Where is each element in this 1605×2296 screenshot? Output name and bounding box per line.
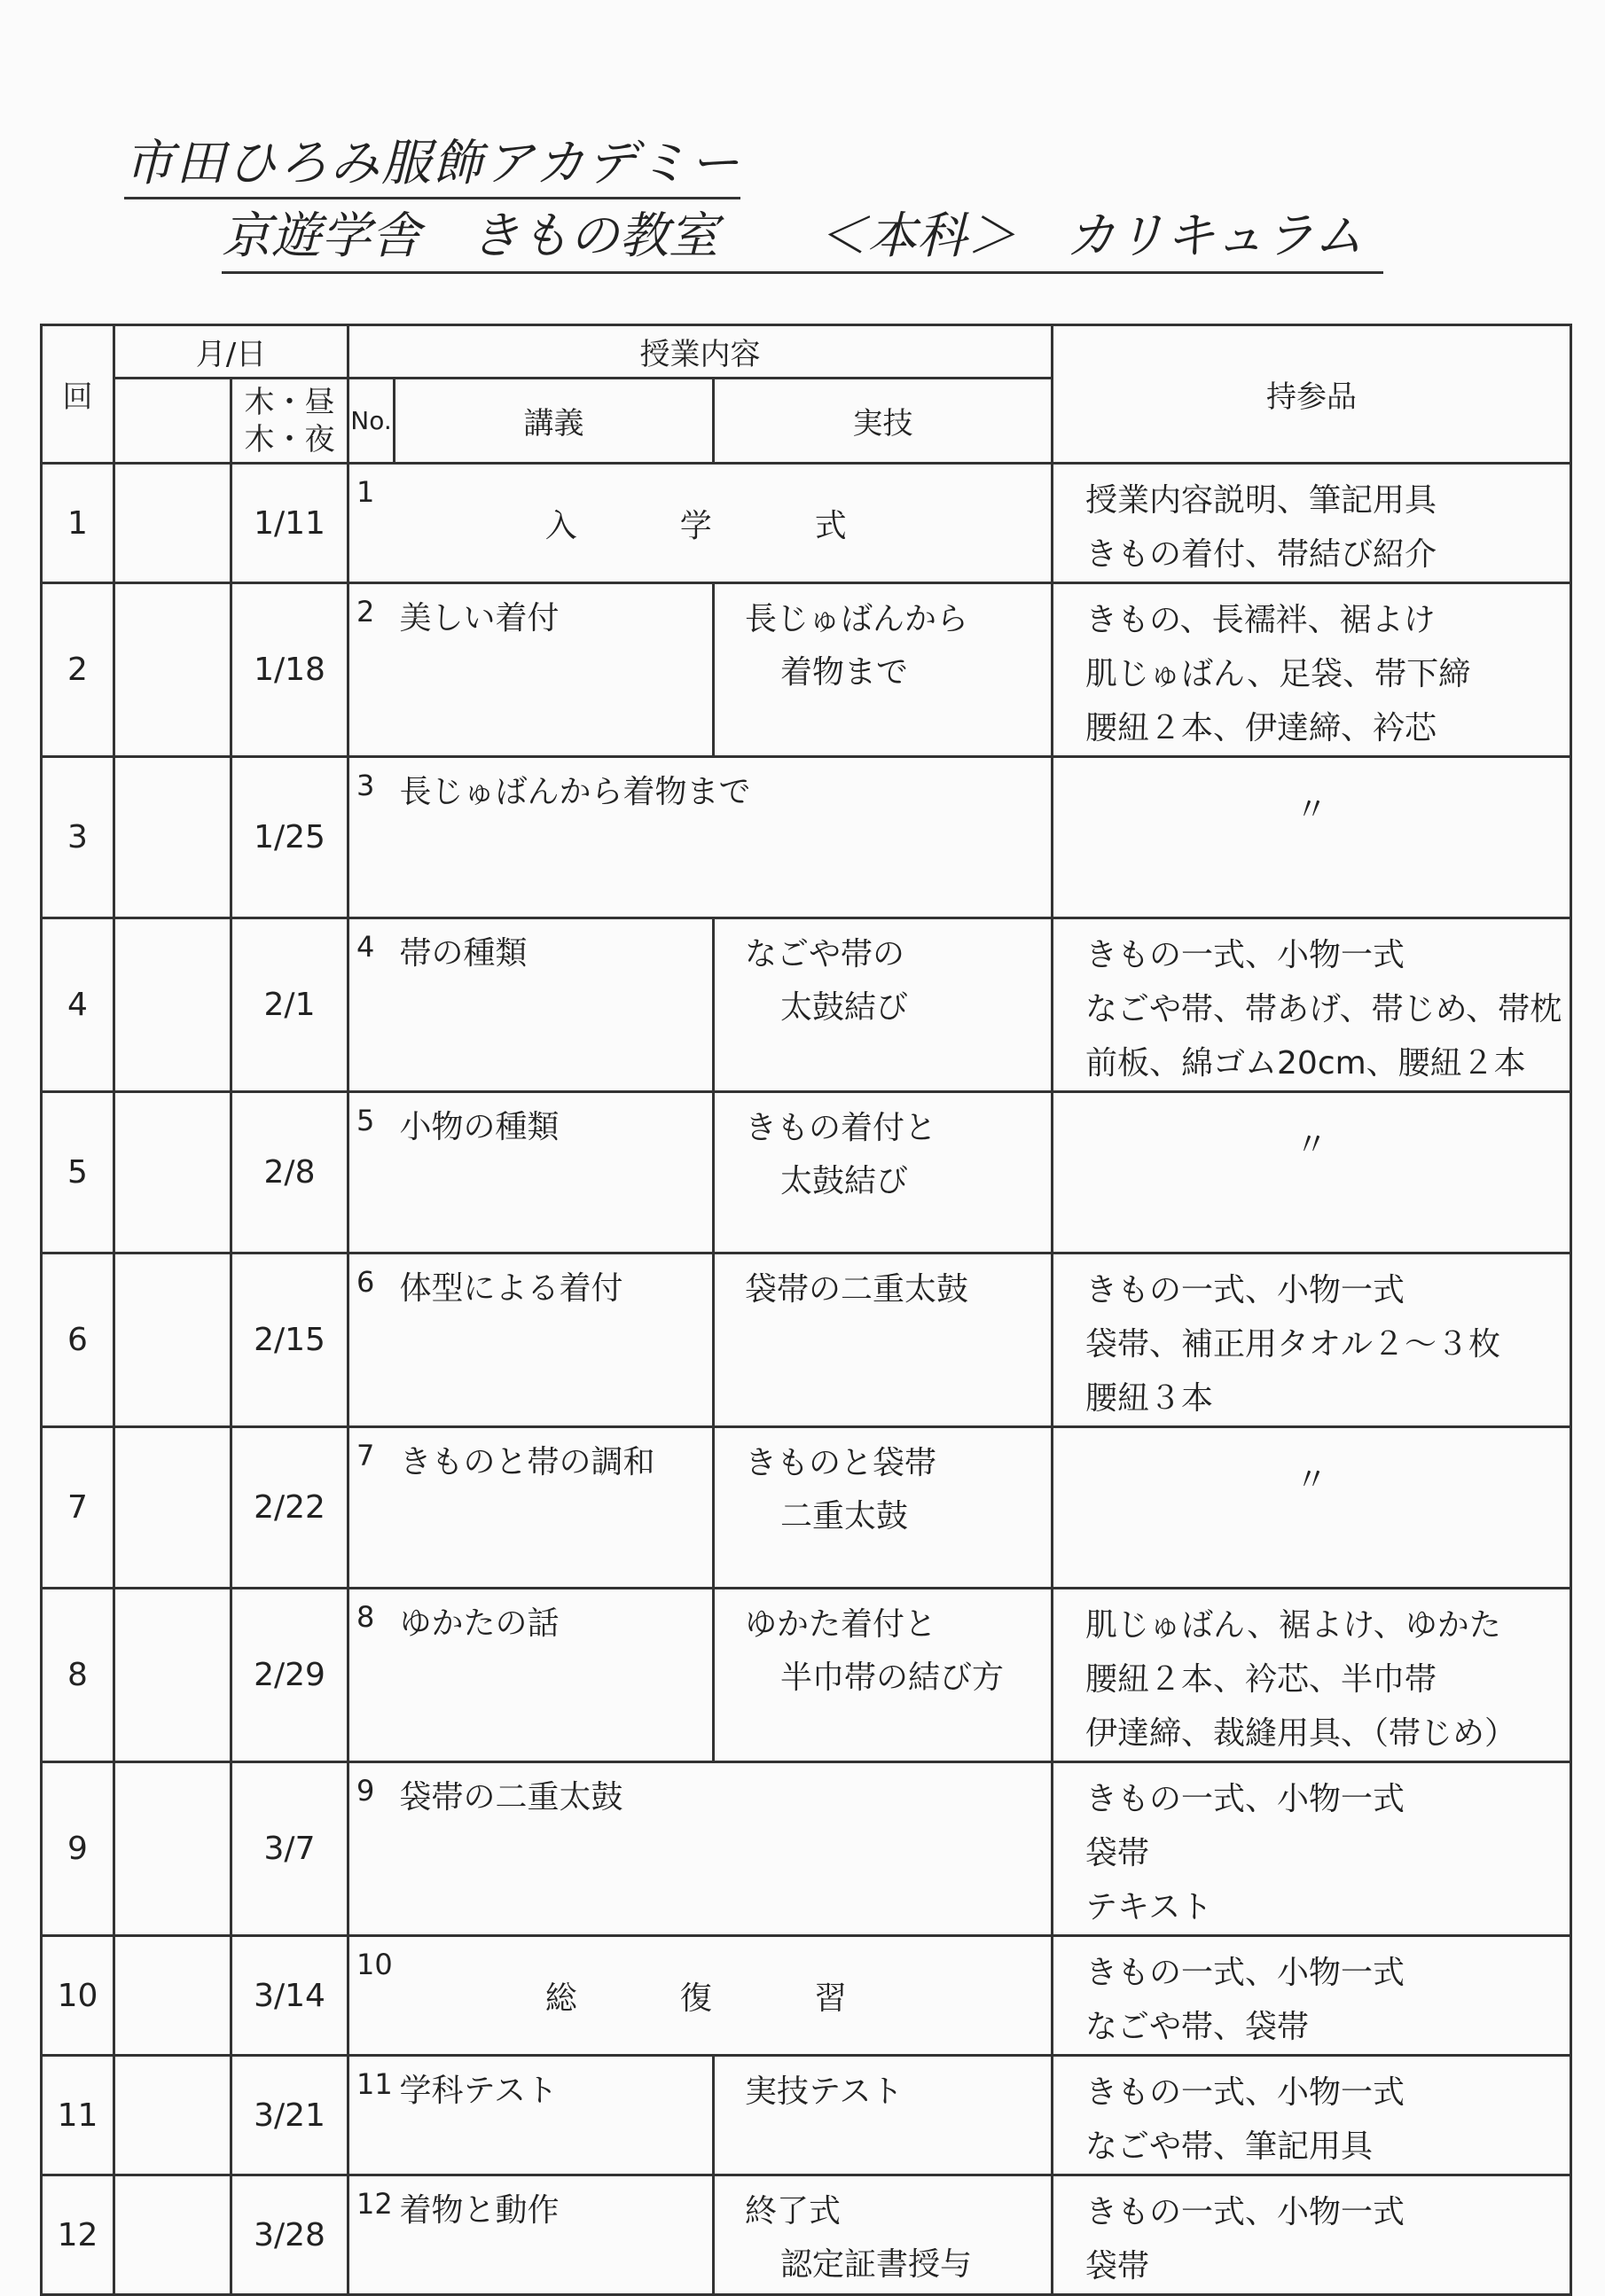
header-bring: 持参品 <box>1053 325 1571 464</box>
practice-line: 袋帯の二重太鼓 <box>745 1271 969 1308</box>
practice-line: きもの着付と <box>745 1110 937 1146</box>
bring-line: 前板、綿ゴム20cm、腰紐２本 <box>1085 1045 1526 1082</box>
row-merged-content: 袋帯の二重太鼓 <box>395 1762 1053 1936</box>
row-blank <box>114 1762 231 1936</box>
table-row <box>42 464 1571 583</box>
bring-line: 袋帯 <box>1085 2248 1150 2284</box>
row-bring <box>1053 2056 1571 2175</box>
row-practice <box>714 1427 1053 1589</box>
row-merged-content: 総 復 習 <box>395 1936 1053 2056</box>
row-no: 12 <box>348 2175 395 2295</box>
row-kai: 5 <box>42 1092 114 1253</box>
row-kai: 4 <box>42 918 114 1092</box>
row-blank <box>114 1936 231 2056</box>
table-row <box>42 1589 1571 1762</box>
bring-line: きもの一式、小物一式 <box>1085 937 1405 973</box>
row-kai: 1 <box>42 464 114 583</box>
practice-line: 太鼓結び <box>780 989 909 1026</box>
row-date: 1/11 <box>231 464 348 583</box>
table-row <box>42 583 1571 757</box>
bring-line: きもの着付、帯結び紹介 <box>1085 536 1437 573</box>
row-blank <box>114 1427 231 1589</box>
row-no: 6 <box>348 1253 395 1427</box>
row-practice <box>714 2175 1053 2295</box>
row-no: 10 <box>348 1936 395 2056</box>
row-bring: 〃 <box>1053 1092 1571 1253</box>
row-lecture: 美しい着付 <box>395 583 714 757</box>
bring-line: 肌じゅばん、裾よけ、ゆかた <box>1085 1607 1501 1644</box>
table-row <box>42 757 1571 918</box>
row-practice <box>714 1253 1053 1427</box>
row-blank <box>114 918 231 1092</box>
bring-line: なごや帯、筆記用具 <box>1085 2128 1374 2165</box>
bring-line: なごや帯、帯あげ、帯じめ、帯枕 <box>1085 991 1562 1027</box>
practice-line: 太鼓結び <box>780 1163 909 1199</box>
table-row <box>42 2056 1571 2175</box>
row-bring <box>1053 2175 1571 2295</box>
curriculum-body <box>42 464 1571 2295</box>
row-bring <box>1053 1253 1571 1427</box>
row-kai: 9 <box>42 1762 114 1936</box>
practice-line: ゆかた着付と <box>745 1606 937 1643</box>
row-bring <box>1053 1936 1571 2056</box>
header-kai: 回 <box>42 325 114 464</box>
row-blank <box>114 1092 231 1253</box>
row-date: 2/1 <box>231 918 348 1092</box>
row-date: 3/7 <box>231 1762 348 1936</box>
bring-line: 袋帯 <box>1085 1835 1150 1871</box>
row-kai: 2 <box>42 583 114 757</box>
row-bring <box>1053 464 1571 583</box>
row-practice <box>714 1092 1053 1253</box>
table-row <box>42 1936 1571 2056</box>
row-blank <box>114 464 231 583</box>
bring-line: きもの一式、小物一式 <box>1085 2074 1405 2111</box>
row-practice <box>714 2056 1053 2175</box>
practice-line: 半巾帯の結び方 <box>780 1660 1005 1696</box>
school-name: 市田ひろみ服飾アカデミー <box>124 124 740 199</box>
row-kai: 12 <box>42 2175 114 2295</box>
row-date: 3/21 <box>231 2056 348 2175</box>
row-date: 2/22 <box>231 1427 348 1589</box>
bring-line: きもの一式、小物一式 <box>1085 1781 1405 1817</box>
header-practice: 実技 <box>714 379 1053 464</box>
row-kai: 11 <box>42 2056 114 2175</box>
row-practice <box>714 583 1053 757</box>
row-blank <box>114 1589 231 1762</box>
row-lecture: 学科テスト <box>395 2056 714 2175</box>
row-blank <box>114 1253 231 1427</box>
row-lecture: 帯の種類 <box>395 918 714 1092</box>
table-row <box>42 2175 1571 2295</box>
header-month-day: 月/日 <box>114 325 348 379</box>
practice-line: きものと袋帯 <box>745 1445 937 1481</box>
header-night-label: 木・夜 <box>244 421 335 457</box>
row-kai: 3 <box>42 757 114 918</box>
row-merged-content: 長じゅばんから着物まで <box>395 757 1053 918</box>
bring-line: きもの、長襦袢、裾よけ <box>1085 602 1436 638</box>
row-blank <box>114 2175 231 2295</box>
row-date: 1/25 <box>231 757 348 918</box>
row-blank <box>114 2056 231 2175</box>
table-row <box>42 918 1571 1092</box>
row-lecture: 体型による着付 <box>395 1253 714 1427</box>
row-lecture: ゆかたの話 <box>395 1589 714 1762</box>
row-bring: 〃 <box>1053 757 1571 918</box>
row-no: 3 <box>348 757 395 918</box>
row-blank <box>114 583 231 757</box>
row-no: 11 <box>348 2056 395 2175</box>
header-lesson-content: 授業内容 <box>348 325 1053 379</box>
row-date: 1/18 <box>231 583 348 757</box>
table-row <box>42 1253 1571 1427</box>
row-merged-content: 入 学 式 <box>395 464 1053 583</box>
bring-line: 腰紐３本 <box>1085 1380 1214 1417</box>
row-kai: 6 <box>42 1253 114 1427</box>
row-date: 3/28 <box>231 2175 348 2295</box>
row-no: 4 <box>348 918 395 1092</box>
row-bring: 〃 <box>1053 1427 1571 1589</box>
practice-line: 長じゅばんから <box>745 601 969 637</box>
table-row <box>42 1427 1571 1589</box>
curriculum-title: 京遊学舎 きもの教室 ＜本科＞ カリキュラム <box>222 197 1383 274</box>
practice-line: 認定証書授与 <box>780 2246 973 2283</box>
row-date: 3/14 <box>231 1936 348 2056</box>
table-row <box>42 1762 1571 1936</box>
bring-line: 肌じゅばん、足袋、帯下締 <box>1085 656 1471 692</box>
practice-line: 終了式 <box>745 2193 842 2230</box>
row-no: 5 <box>348 1092 395 1253</box>
row-kai: 10 <box>42 1936 114 2056</box>
row-bring <box>1053 918 1571 1092</box>
bring-line: なごや帯、袋帯 <box>1085 2009 1310 2045</box>
row-date: 2/15 <box>231 1253 348 1427</box>
table-row <box>42 1092 1571 1253</box>
bring-line: 伊達締、裁縫用具、（帯じめ） <box>1085 1715 1517 1752</box>
bring-line: テキスト <box>1085 1889 1213 1925</box>
row-bring <box>1053 1762 1571 1936</box>
row-bring <box>1053 583 1571 757</box>
row-blank <box>114 757 231 918</box>
curriculum-table <box>40 324 1572 2296</box>
row-date: 2/8 <box>231 1092 348 1253</box>
row-no: 1 <box>348 464 395 583</box>
row-lecture: きものと帯の調和 <box>395 1427 714 1589</box>
practice-line: なごや帯の <box>745 936 905 972</box>
header-blank <box>114 379 231 464</box>
practice-line: 実技テスト <box>745 2073 904 2110</box>
row-practice <box>714 918 1053 1092</box>
practice-line: 着物まで <box>780 654 909 691</box>
row-kai: 7 <box>42 1427 114 1589</box>
row-lecture: 着物と動作 <box>395 2175 714 2295</box>
header-day-label: 木・昼 <box>244 384 335 420</box>
row-date: 2/29 <box>231 1589 348 1762</box>
bring-line: 腰紐２本、伊達締、衿芯 <box>1085 710 1437 746</box>
bring-line: 腰紐２本、衿芯、半巾帯 <box>1085 1661 1437 1698</box>
row-no: 7 <box>348 1427 395 1589</box>
header-schedule <box>231 379 348 464</box>
bring-line: きもの一式、小物一式 <box>1085 1272 1405 1308</box>
row-lecture: 小物の種類 <box>395 1092 714 1253</box>
bring-line: きもの一式、小物一式 <box>1085 1955 1405 1991</box>
row-no: 2 <box>348 583 395 757</box>
practice-line: 二重太鼓 <box>780 1498 909 1535</box>
header-no: No. <box>348 379 395 464</box>
header-lecture: 講義 <box>395 379 714 464</box>
row-kai: 8 <box>42 1589 114 1762</box>
bring-line: きもの一式、小物一式 <box>1085 2194 1405 2230</box>
row-bring <box>1053 1589 1571 1762</box>
bring-line: 袋帯、補正用タオル２～３枚 <box>1085 1326 1501 1363</box>
row-no: 9 <box>348 1762 395 1936</box>
row-no: 8 <box>348 1589 395 1762</box>
bring-line: 授業内容説明、筆記用具 <box>1085 482 1437 519</box>
row-practice <box>714 1589 1053 1762</box>
